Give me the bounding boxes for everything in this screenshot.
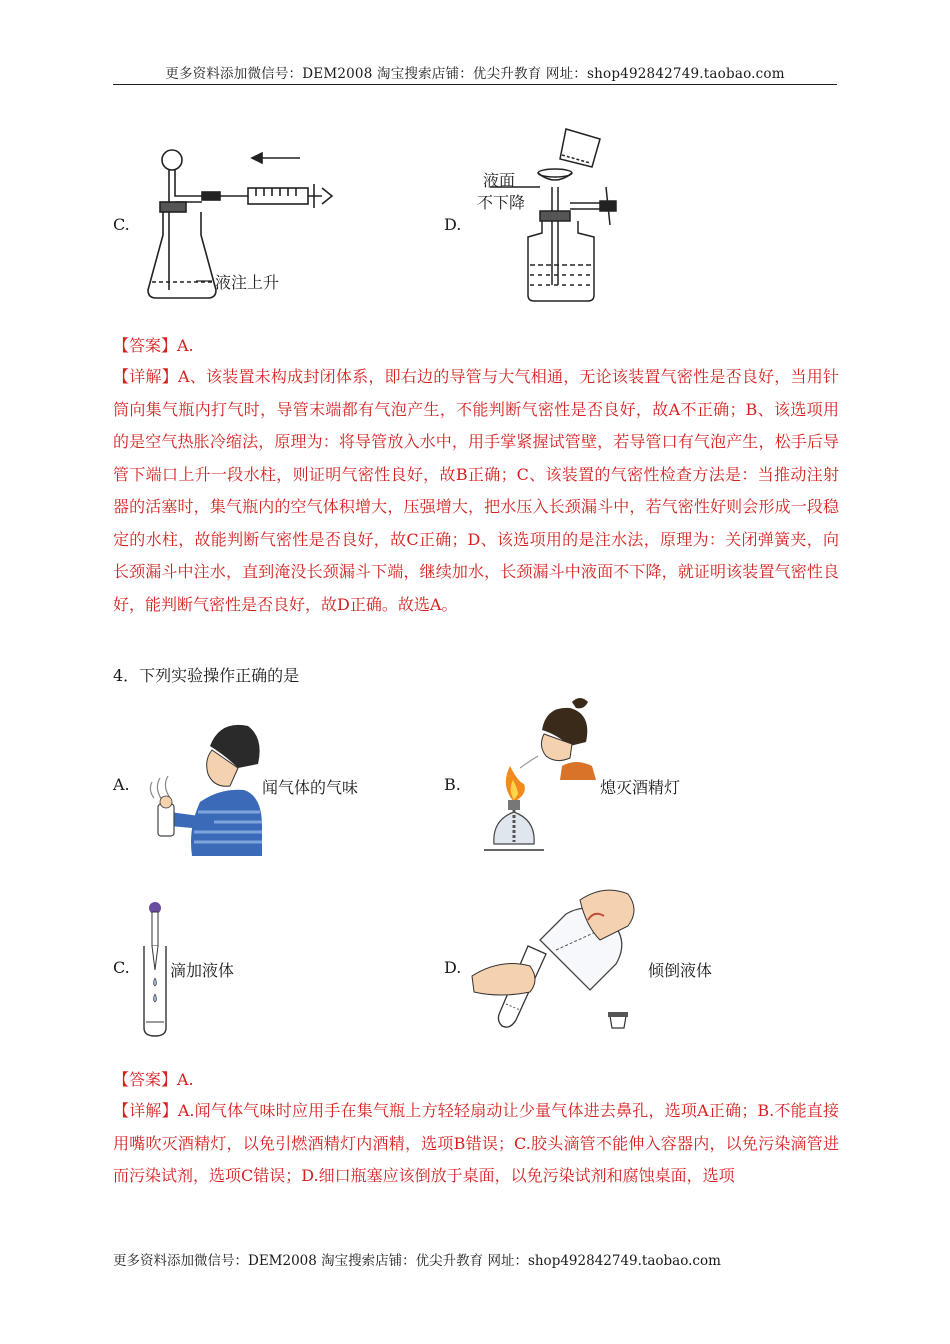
q4-option-b-caption: 熄灭酒精灯 bbox=[600, 778, 681, 797]
smell-gas-figure bbox=[140, 716, 268, 866]
q4-option-d-label: D. bbox=[444, 958, 462, 977]
extinguish-lamp-figure bbox=[480, 694, 610, 859]
q4-option-d-caption: 倾倒液体 bbox=[648, 961, 713, 980]
q4-option-a-caption: 闻气体的气味 bbox=[262, 778, 359, 797]
funnel-bottle-figure bbox=[470, 125, 630, 305]
dropper-figure bbox=[140, 900, 170, 1040]
option-d-annotation-2: 不下降 bbox=[477, 193, 526, 212]
header-rule bbox=[113, 84, 837, 85]
q4-answer: 【答案】A. bbox=[113, 1070, 194, 1089]
option-c-annotation: 液注上升 bbox=[215, 273, 280, 292]
pour-liquid-figure bbox=[470, 880, 642, 1040]
prev-answer: 【答案】A. bbox=[113, 336, 194, 355]
page-header: 更多资料添加微信号：DEM2008 淘宝搜索店铺：优尖升教育 网址：shop492842749.taobao.com bbox=[165, 66, 785, 82]
q4-option-a-label: A. bbox=[113, 775, 130, 794]
q4-option-b-label: B. bbox=[444, 775, 461, 794]
q4-option-c-caption: 滴加液体 bbox=[170, 961, 235, 980]
option-d-annotation-1: 液面 bbox=[483, 171, 516, 190]
prev-explanation: 【详解】A、该装置未构成封闭体系，即右边的导管与大气相通，无论该装置气密性是否良好，当用针筒向集气瓶内打气时，导管末端都有气泡产生，不能判断气密性是否良好，故A不正确；B、该选项用的是空气热胀冷缩法，原理为：将导管放入水中，用手掌紧握试管壁，若导管口有气泡产生，松手后导管下端口上升一段水柱，则证明气密性良好，故B正确；C、该装置的气密性检查方法是：当推动注射器的活塞时，集气瓶内的空气体积增大，压强增大，把水压入长颈漏斗中，若气密性好则会形成一段稳定的水柱，故能判断气密性是否良好，故C正确；D、该选项用的是注水法，原理为：关闭弹簧夹，向长颈漏斗中注水，直到淹没长颈漏斗下端，继续加水，长颈漏斗中液面不下降，就证明该装置气密性良好，能判断气密性是否良好，故D正确。故选A。 bbox=[113, 367, 839, 614]
q4-explanation: 【详解】A.闻气体气味时应用手在集气瓶上方轻轻扇动让少量气体进去鼻孔，选项A正确；B.不能直接用嘴吹灭酒精灯，以免引燃酒精灯内酒精，选项B错误；C.胶头滴管不能伸入容器内，以免污染滴管进而污染试剂，选项C错误；D.细口瓶塞应该倒放于桌面，以免污染试剂和腐蚀桌面，选项 bbox=[113, 1101, 839, 1185]
page-footer: 更多资料添加微信号：DEM2008 淘宝搜索店铺：优尖升教育 网址：shop492842749.taobao.com bbox=[113, 1253, 721, 1269]
option-c-label: C. bbox=[113, 215, 130, 234]
q4-option-c-label: C. bbox=[113, 958, 130, 977]
option-d-label: D. bbox=[444, 215, 462, 234]
question-4-stem: 4．下列实验操作正确的是 bbox=[113, 666, 300, 685]
